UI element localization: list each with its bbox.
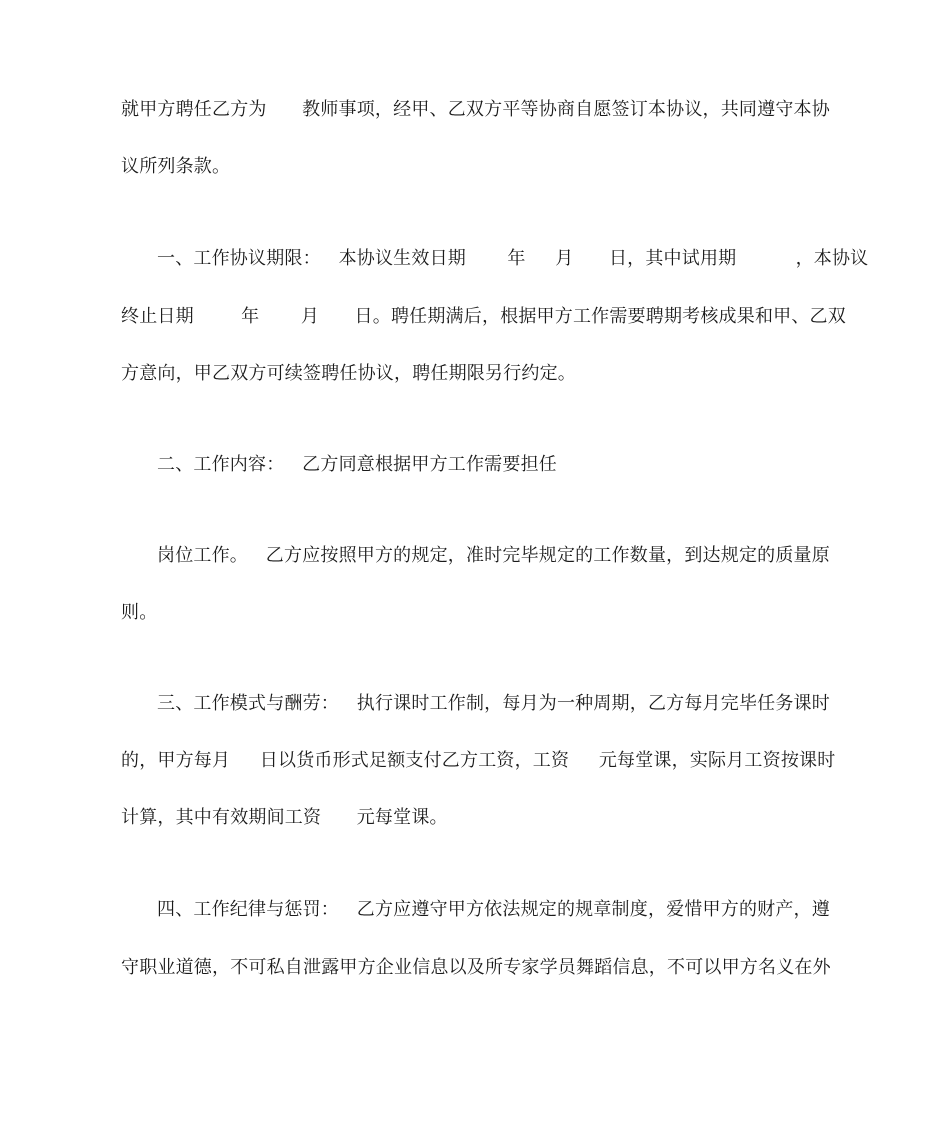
section3-line-2: 的，甲方每月 日以货币形式足额支付乙方工资，工资 元每堂课，实际月工资按课时 <box>121 750 836 771</box>
section2-line-3: 则。 <box>121 602 158 623</box>
section1-line-1: 一、工作协议期限： 本协议生效日期 年 月 日，其中试用期 ，本协议 <box>157 248 869 269</box>
intro-line-2: 议所列条款。 <box>121 156 231 177</box>
section3-line-1: 三、工作模式与酬劳： 执行课时工作制，每月为一种周期，乙方每月完毕任务课时 <box>157 693 830 714</box>
section1-line-2: 终止日期 年 月 日。聘任期满后，根据甲方工作需要聘期考核成果和甲、乙双 <box>121 306 846 327</box>
section3-line-3: 计算，其中有效期间工资 元每堂课。 <box>121 807 448 828</box>
section2-line-2: 岗位工作。 乙方应按照甲方的规定，准时完毕规定的工作数量，到达规定的质量原 <box>157 545 830 566</box>
intro-line-1: 就甲方聘任乙方为 教师事项，经甲、乙双方平等协商自愿签订本协议，共同遵守本协 <box>121 99 830 120</box>
section4-line-1: 四、工作纪律与惩罚： 乙方应遵守甲方依法规定的规章制度，爱惜甲方的财产，遵 <box>157 899 830 920</box>
section2-line-1: 二、工作内容： 乙方同意根据甲方工作需要担任 <box>157 454 557 475</box>
section4-line-2: 守职业道德，不可私自泄露甲方企业信息以及所专家学员舞蹈信息，不可以甲方名义在外 <box>121 957 831 978</box>
section1-line-3: 方意向，甲乙双方可续签聘任协议，聘任期限另行约定。 <box>121 363 576 384</box>
